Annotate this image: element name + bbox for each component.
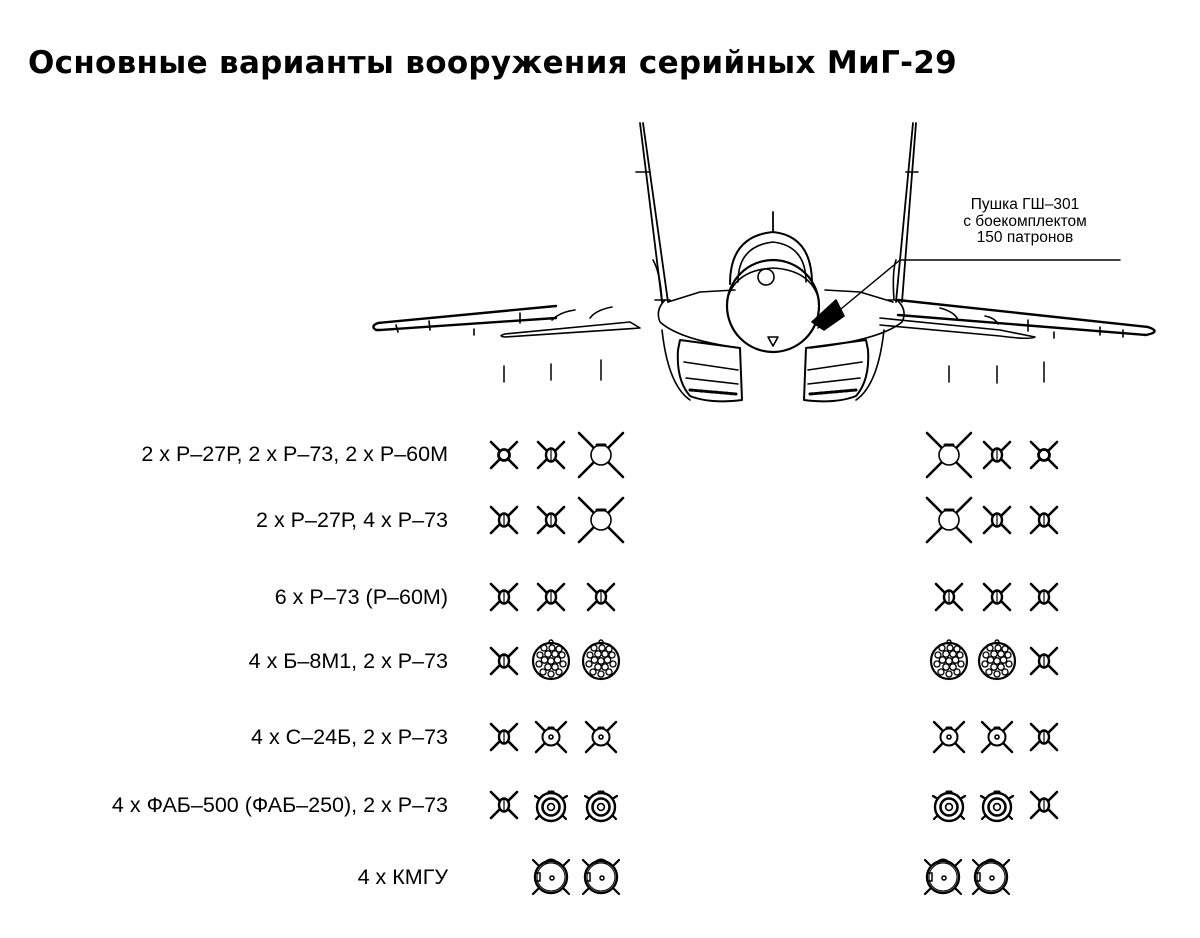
bomb-fab-icon — [523, 777, 579, 833]
rocket-s24-icon — [523, 709, 579, 765]
kmgu-container-icon — [573, 849, 629, 905]
loadout-label-1: 2 x Р–27Р, 2 x Р–73, 2 x Р–60М — [141, 442, 448, 466]
bomb-fab-icon — [573, 777, 629, 833]
callout-line-3: 150 патронов — [976, 229, 1074, 246]
small-missile-x-icon — [1016, 569, 1072, 625]
diagram-title: Основные варианты вооружения серийных МиГ-29 — [28, 45, 958, 81]
kmgu-container-icon — [963, 849, 1019, 905]
small-missile-x-icon — [523, 569, 579, 625]
loadout-label-4: 4 x Б–8М1, 2 x Р–73 — [248, 649, 448, 673]
loadout-label-3: 6 x Р–73 (Р–60М) — [274, 585, 448, 609]
rocket-pod-icon — [523, 633, 579, 689]
small-missile-x-icon — [523, 427, 579, 483]
gun-callout — [920, 197, 1130, 247]
rocket-s24-icon — [573, 709, 629, 765]
small-missile-x-icon — [1016, 777, 1072, 833]
loadout-label-5: 4 x С–24Б, 2 x Р–73 — [251, 725, 448, 749]
kmgu-container-icon — [523, 849, 579, 905]
small-missile-x-icon — [523, 492, 579, 548]
large-missile-x-icon — [573, 427, 629, 483]
small-missile-x-icon — [1016, 633, 1072, 689]
small-missile-x-icon — [1016, 709, 1072, 765]
small-missile-x-icon — [1016, 492, 1072, 548]
rocket-pod-icon — [573, 633, 629, 689]
large-missile-x-icon — [573, 492, 629, 548]
small-missile-x-icon — [573, 569, 629, 625]
loadout-label-6: 4 x ФАБ–500 (ФАБ–250), 2 x Р–73 — [111, 793, 448, 817]
callout-line-2: с боекомплектом — [963, 212, 1087, 230]
callout-line-1: Пушка ГШ–301 — [970, 196, 1080, 213]
small-missile-ring-icon — [1016, 427, 1072, 483]
mig29-front-view-icon — [360, 110, 1180, 420]
loadout-label-2: 2 x Р–27Р, 4 x Р–73 — [256, 508, 448, 532]
loadout-label-7: 4 x КМГУ — [357, 865, 448, 889]
